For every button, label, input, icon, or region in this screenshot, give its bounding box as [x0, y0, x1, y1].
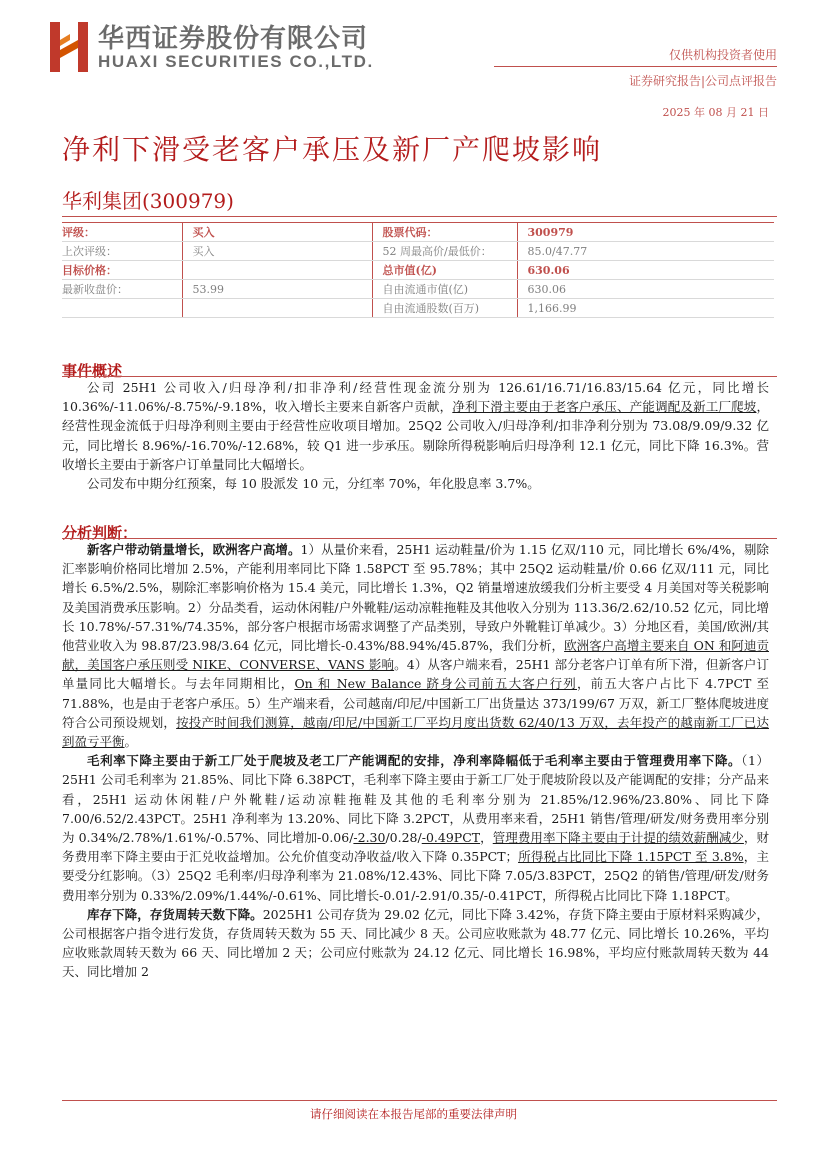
text-span: ，前五大客户占比下 4.7PCT 至 71.88%，也是由于老客户承压。5）生产端来看，公司越南/印尼/中国新工厂出货量达 373/199/67 万双，新工厂整体爬坡进度符合公司预设规划，	[62, 676, 770, 730]
analysis-divider	[62, 538, 777, 539]
underlined-text: On 和 New Balance 跻身公司前五大客户行列	[294, 676, 577, 692]
table-cell: 总市值(亿)	[372, 261, 517, 280]
table-cell: 自由流通市值(亿)	[372, 280, 517, 299]
table-cell: 自由流通股数(百万)	[372, 299, 517, 318]
table-cell: 买入	[182, 223, 372, 242]
text-span: ，财务费用率下降主要由于汇兑收益增加。公允价值变动净收益/收入下降 0.35PCT；	[62, 830, 769, 865]
table-cell	[62, 299, 182, 318]
rating-table	[62, 222, 774, 318]
table-cell: 630.06	[517, 261, 774, 280]
text-span: （1）25H1 公司毛利率为 21.85%、同比下降 6.38PCT，毛利率下降主要由于新工厂处于爬坡阶段以及产能调配的安排；分产品来看，25H1 运动休闲鞋/户外靴鞋/运动凉鞋拖鞋及其他的毛利率分别为 21.85%/12.96%/23.80%、同比下降 7.00/6.52/2.43PCT。25H1 净利率为 13.20%、同比下降 3.2PCT，从费用率来看，25H1 销售/管理/研发/财务费用率分别为 0.34%/2.78%/1.61%/-0.57%、同比增加-0.06/	[62, 753, 769, 846]
bold-lead: 新客户带动销量增长，欧洲客户高增。	[87, 542, 301, 557]
company-name: 华利集团(300979)	[62, 189, 234, 213]
table-cell: 股票代码：	[372, 223, 517, 242]
bold-lead: 毛利率下降主要由于新工厂处于爬坡及老工厂产能调配的安排，净利率降幅低于毛利率主要由于管理费用率下降。	[87, 753, 742, 769]
analysis-paragraph-sales	[62, 540, 769, 751]
underlined-text: 按投产时间我们测算，越南/印尼/中国新工厂平均月度出货数 62/40/13 万双，去年投产的越南新工厂已达到盈亏平衡	[62, 714, 769, 750]
table-cell	[182, 261, 372, 280]
table-cell: 1,166.99	[517, 299, 774, 318]
table-cell	[182, 299, 372, 318]
text-span: 。	[124, 734, 138, 750]
text-span: 1）从量价来看，25H1 运动鞋量/价为 1.15 亿双/110 元，同比增长 6%/4%，剔除汇率影响价格同比增加 2.5%，产能利用率同比下降 1.58PCT 至 95.78%；其中 25Q2 运动鞋量/价 0.66 亿双/111 元，同比增长 6.5%/2.5%，剔除汇率影响价格为 15.4 美元，同比增长 1.3%，Q2 销量增速放缓我们分析主要受 4 月美国对等关税影响及美国消费承压影响。2）分品类看，运动休闲鞋/户外靴鞋/运动凉鞋拖鞋及其他收入分别为 113.36/2.62/10.52 亿元，同比增长 10.78%/-57.31%/74.35%，部分客户根据市场需求调整了产品类别，导致户外靴鞋订单减少。3）分地区看，美国/欧洲/其他营业收入为 98.87/23.98/3.64 亿元，同比增长-0.43%/88.94%/45.87%，我们分析，	[62, 542, 769, 654]
text-span: 。4）从客户端来看，25H1 部分老客户订单有所下滑，但新客户订单量同比大幅增长。与去年同期相比，	[62, 657, 769, 692]
bold-lead: 库存下降，存货周转天数下降。	[87, 906, 263, 922]
event-body	[62, 378, 769, 493]
text-span: ，经营性现金流低于归母净利则主要由于经营性应收项目增加。25Q2 公司收入/归母净利/扣非净利分别为 73.08/9.09/9.32 亿元，同比增长 8.96%/-16.70%/-12.68%，较 Q1 进一步承压。剔除所得税影响后归母净利 12.1 亿元，同比下降 16.3%。营收增长主要由于新客户订单量同比大幅增长。	[62, 399, 769, 472]
analysis-body	[62, 540, 769, 982]
text-span: /0.28/	[385, 830, 422, 846]
event-paragraph	[62, 378, 769, 474]
table-row	[62, 242, 774, 261]
underlined-text: 欧洲客户高增主要来自 ON 和阿迪贡献，美国客户承压则受 NIKE、CONVERSE、VANS 影响	[62, 638, 769, 673]
table-row	[62, 280, 774, 299]
table-cell: 目标价格：	[62, 261, 182, 280]
text-span: ，	[480, 830, 493, 846]
underlined-text: 所得税占比同比下降 1.15PCT 至 3.8%	[518, 849, 744, 865]
analysis-heading: 分析判断：	[62, 524, 138, 542]
logo-english-name: HUAXI SECURITIES CO.,LTD.	[98, 52, 374, 71]
table-row	[62, 261, 774, 280]
table-cell: 85.0/47.77	[517, 242, 774, 261]
event-heading: 事件概述	[62, 362, 123, 380]
underlined-text: -2.30	[353, 830, 386, 846]
report-date: 2025 年 08 月 21 日	[662, 106, 769, 119]
analysis-paragraph-margin	[62, 751, 769, 905]
table-cell: 630.06	[517, 280, 774, 299]
table-cell: 买入	[182, 242, 372, 261]
table-row	[62, 299, 774, 318]
huaxi-logo-icon	[50, 22, 88, 72]
report-type: 证券研究报告|公司点评报告	[628, 74, 777, 88]
footer-divider	[62, 1100, 777, 1101]
logo-chinese-name: 华西证券股份有限公司	[98, 24, 369, 54]
table-cell: 评级：	[62, 223, 182, 242]
audience-note: 仅供机构投资者使用	[668, 48, 777, 62]
text-span: 公司 25H1 公司收入/归母净利/扣非净利/经营性现金流分别为 126.61/16.71/16.83/15.64 亿元，同比增长 10.36%/-11.06%/-8.75%/-9.18%，收入增长主要来自新客户贡献，	[62, 380, 769, 415]
table-cell: 最新收盘价：	[62, 280, 182, 299]
table-cell: 52 周最高价/最低价：	[372, 242, 517, 261]
text-span: 2025H1 公司存货为 29.02 亿元，同比下降 3.42%，存货下降主要由于原材料采购减少，公司根据客户指令进行发货，存货周转天数为 55 天、同比减少 8 天。公司应收账款为 48.77 亿元、同比增长 10.26%，平均应收账款周转天数为 66 天、同比增加 2 天；公司应付账款为 24.12 亿元、同比增长 16.98%，平均应付账款周转天数为 44 天、同比增加 2	[62, 906, 769, 980]
report-title: 净利下滑受老客户承压及新厂产爬坡影响	[62, 133, 603, 166]
table-cell: 300979	[517, 223, 774, 242]
underlined-text: 管理费用率下降主要由于计提的绩效薪酬减少	[492, 830, 744, 846]
dividend-paragraph: 公司发布中期分红预案，每 10 股派发 10 元，分红率 70%，年化股息率 3.7%。	[87, 476, 540, 492]
text-span: ，主要受分红影响。（3）25Q2 毛利率/归母净利率为 21.08%/12.43%、同比下降 7.05/3.83PCT，25Q2 的销售/管理/研发/财务费用率分别为 0.33%/2.09%/1.44%/-0.61%、同比增长-0.01/-2.91/0.35/-0.41PCT，所得税占比同比下降 1.18PCT。	[62, 849, 769, 903]
legal-notice-footer: 请仔细阅读在本报告尾部的重要法律声明	[310, 1107, 517, 1121]
header-divider	[494, 66, 777, 67]
table-cell: 53.99	[182, 280, 372, 299]
table-row	[62, 223, 774, 242]
event-divider	[62, 376, 777, 377]
underlined-text: -0.49PCT	[421, 830, 481, 846]
analysis-paragraph-inventory	[62, 905, 769, 982]
underlined-text: 净利下滑主要由于老客户承压、产能调配及新工厂爬坡	[452, 399, 757, 415]
company-divider	[62, 216, 777, 217]
table-cell: 上次评级：	[62, 242, 182, 261]
